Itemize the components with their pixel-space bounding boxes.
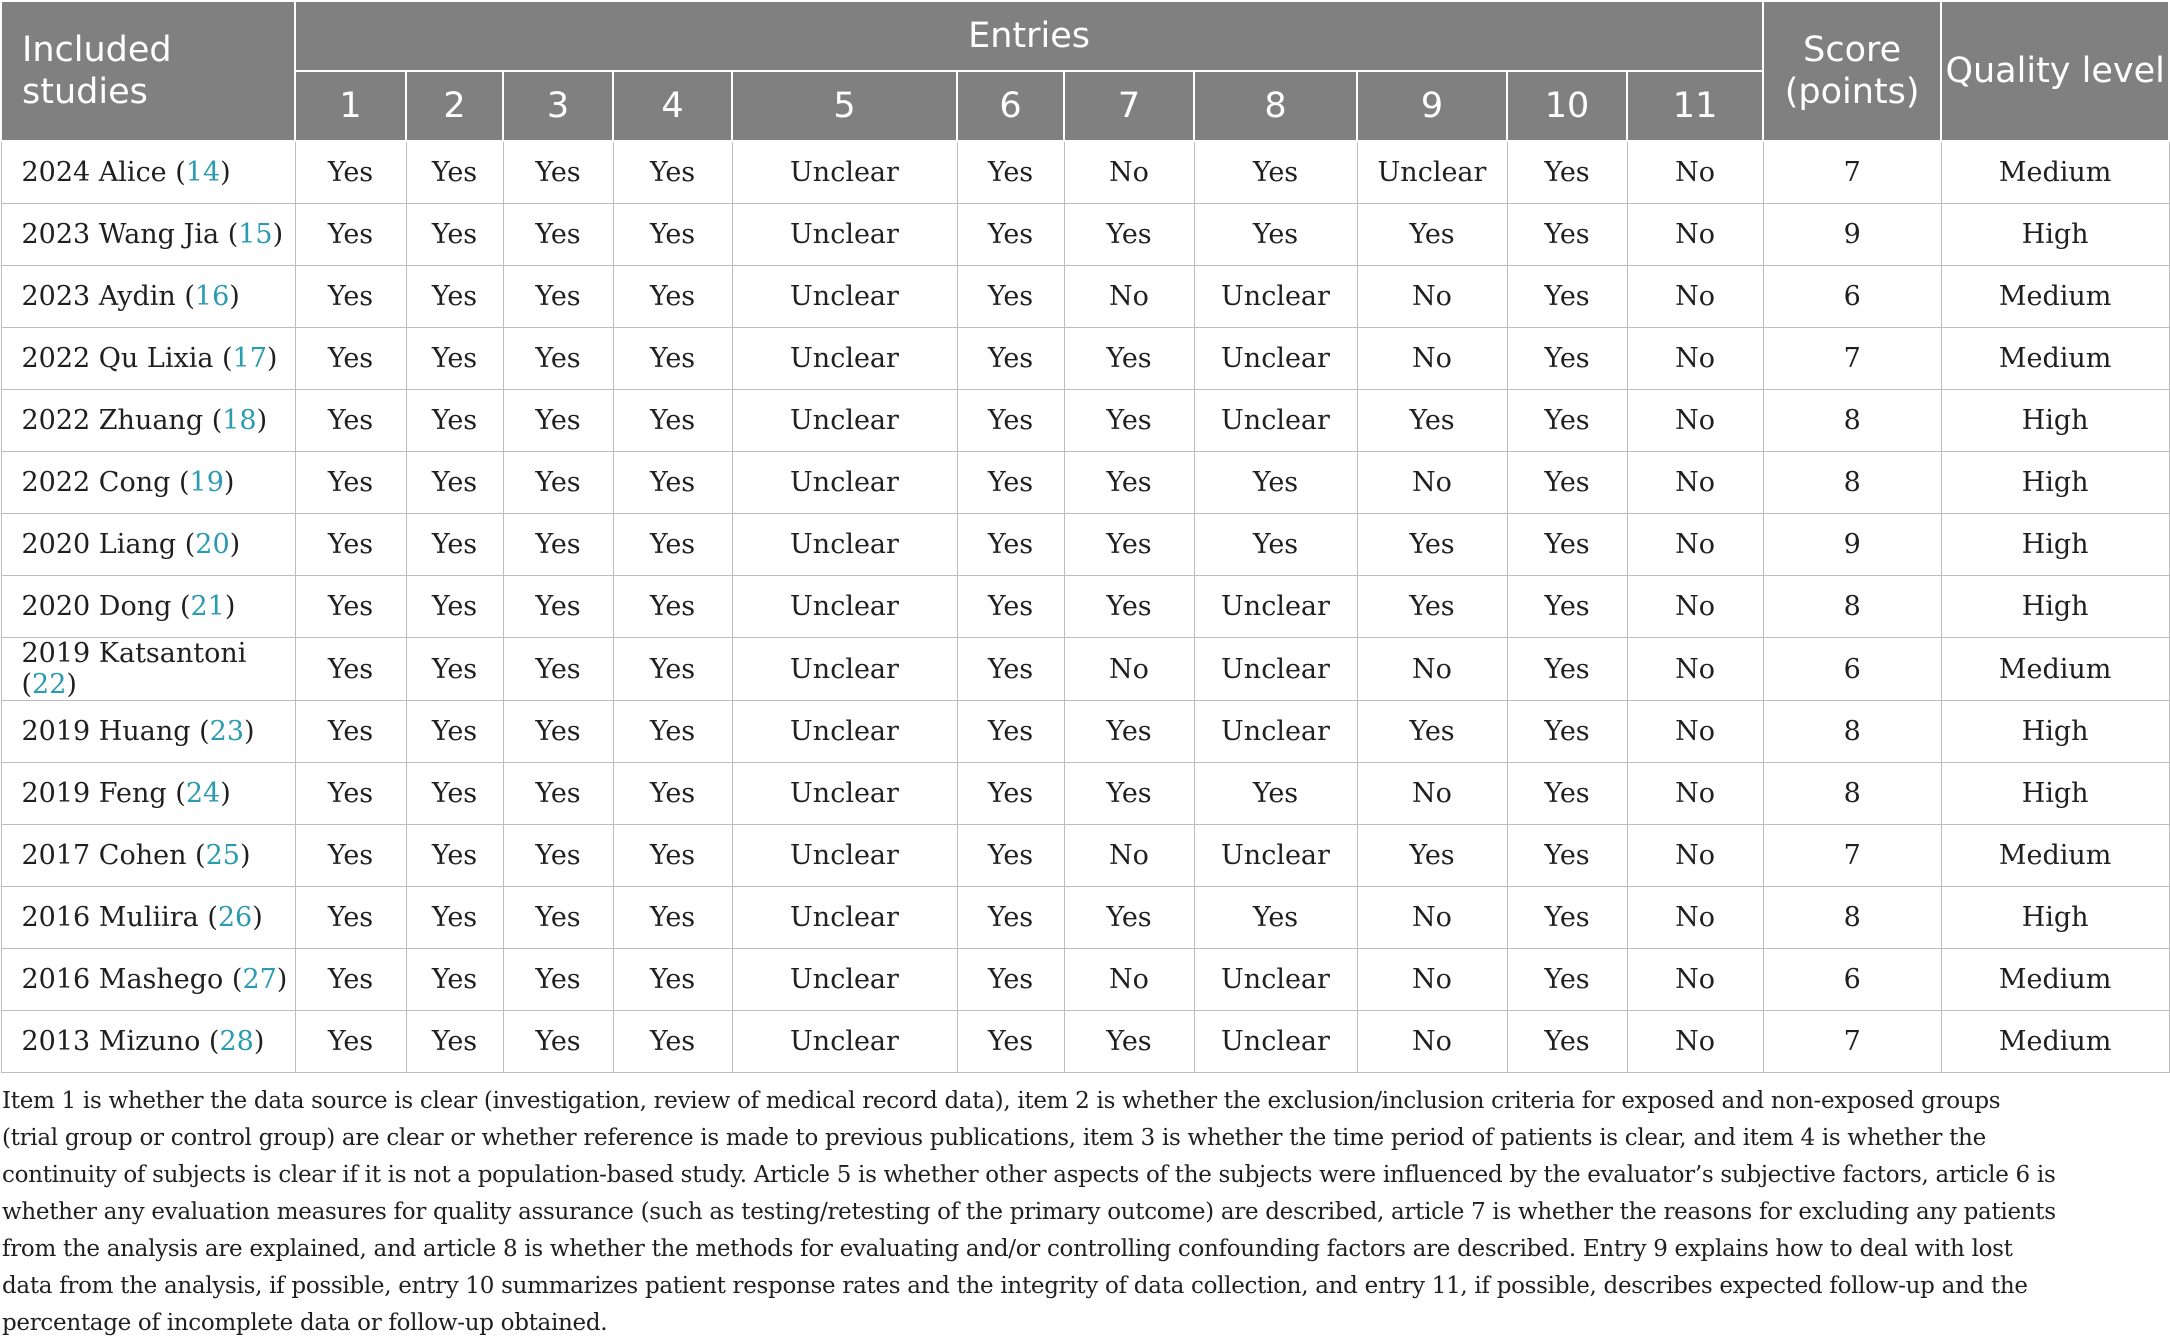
reference-link[interactable]: 14 (185, 157, 221, 188)
entry-3-cell: Yes (503, 887, 613, 949)
entry-11-cell: No (1627, 825, 1763, 887)
entry-4-cell: Yes (613, 390, 732, 452)
header-entry-5: 5 (732, 71, 957, 141)
entry-3-cell: Yes (503, 452, 613, 514)
entry-1-cell: Yes (295, 390, 406, 452)
entry-8-cell: Yes (1194, 141, 1357, 204)
entry-9-cell: Unclear (1357, 141, 1507, 204)
entry-7-cell: No (1064, 638, 1194, 701)
table-row (1, 576, 2169, 638)
table-row (1, 949, 2169, 1011)
entry-6-cell: Yes (957, 1011, 1064, 1073)
header-entry-3: 3 (503, 71, 613, 141)
entry-3-cell: Yes (503, 576, 613, 638)
study-cell: 2016 Muliira (26) (1, 887, 295, 949)
table-row (1, 638, 2169, 701)
entry-1-cell: Yes (295, 1011, 406, 1073)
header-entry-7: 7 (1064, 71, 1194, 141)
entry-7-cell: Yes (1064, 576, 1194, 638)
entry-4-cell: Yes (613, 638, 732, 701)
entry-10-cell: Yes (1507, 328, 1627, 390)
study-name: 2016 Muliira (21, 902, 199, 933)
entry-11-cell: No (1627, 266, 1763, 328)
entry-5-cell: Unclear (732, 949, 957, 1011)
study-cell: 2022 Cong (19) (1, 452, 295, 514)
entry-8-cell: Yes (1194, 514, 1357, 576)
quality-level-cell: Medium (1941, 638, 2169, 701)
study-name: 2019 Katsantoni (21, 638, 247, 669)
study-cell: 2020 Dong (21) (1, 576, 295, 638)
score-cell: 6 (1763, 266, 1941, 328)
entry-4-cell: Yes (613, 141, 732, 204)
entry-9-cell: No (1357, 328, 1507, 390)
entry-1-cell: Yes (295, 887, 406, 949)
table-row (1, 452, 2169, 514)
quality-level-cell: Medium (1941, 328, 2169, 390)
entry-3-cell: Yes (503, 825, 613, 887)
reference-link[interactable]: 28 (219, 1026, 254, 1057)
study-name: 2022 Qu Lixia (21, 343, 214, 374)
entry-1-cell: Yes (295, 204, 406, 266)
reference-link[interactable]: 18 (222, 405, 257, 436)
score-cell: 7 (1763, 1011, 1941, 1073)
entry-4-cell: Yes (613, 328, 732, 390)
entry-7-cell: Yes (1064, 887, 1194, 949)
header-entry-2: 2 (406, 71, 503, 141)
entry-2-cell: Yes (406, 638, 503, 701)
entry-3-cell: Yes (503, 763, 613, 825)
header-entry-8: 8 (1194, 71, 1357, 141)
entry-1-cell: Yes (295, 266, 406, 328)
entry-8-cell: Yes (1194, 763, 1357, 825)
entry-4-cell: Yes (613, 701, 732, 763)
score-cell: 8 (1763, 887, 1941, 949)
quality-level-cell: Medium (1941, 825, 2169, 887)
entry-7-cell: Yes (1064, 701, 1194, 763)
entry-2-cell: Yes (406, 949, 503, 1011)
study-cell: 2024 Alice (14) (1, 141, 295, 204)
entry-1-cell: Yes (295, 638, 406, 701)
table-row (1, 514, 2169, 576)
entry-3-cell: Yes (503, 266, 613, 328)
score-cell: 9 (1763, 204, 1941, 266)
entry-9-cell: No (1357, 452, 1507, 514)
study-cell: 2013 Mizuno (28) (1, 1011, 295, 1073)
entry-11-cell: No (1627, 638, 1763, 701)
entry-8-cell: Unclear (1194, 1011, 1357, 1073)
entry-5-cell: Unclear (732, 701, 957, 763)
quality-level-cell: High (1941, 390, 2169, 452)
entry-6-cell: Yes (957, 514, 1064, 576)
entry-7-cell: Yes (1064, 514, 1194, 576)
study-name: 2024 Alice (21, 157, 167, 188)
entry-10-cell: Yes (1507, 266, 1627, 328)
entry-2-cell: Yes (406, 514, 503, 576)
study-name: 2019 Feng (21, 778, 167, 809)
entry-5-cell: Unclear (732, 328, 957, 390)
entry-4-cell: Yes (613, 763, 732, 825)
entry-1-cell: Yes (295, 825, 406, 887)
table-footnote: Item 1 is whether the data source is clear (investigation, review of medical record data), item 2 is whether the exclusion/inclusion criteria for exposed and non-exposed groups (trial group or control group) are clear or whether reference is made to previous publications, item 3 is whether the time period of patients is clear, and item 4 is whether the continuity of subjects is clear if it is not a population-based study. Article 5 is whether other aspects of the subjects were influenced by the evaluator’s subjective factors, article 6 is whether any evaluation measures for quality assurance (such as testing/retesting of the primary outcome) are described, article 7 is whether the reasons for excluding any patients from the analysis are explained, and article 8 is whether the methods for evaluating and/or controlling confounding factors are described. Entry 9 explains how to deal with lost data from the analysis, if possible, entry 10 summarizes patient response rates and the integrity of data collection, and entry 11, if possible, describes expected follow-up and the percentage of incomplete data or follow-up obtained. (2, 1088, 2056, 1336)
entry-4-cell: Yes (613, 887, 732, 949)
entry-11-cell: No (1627, 390, 1763, 452)
study-cell: 2019 Feng (24) (1, 763, 295, 825)
entry-9-cell: No (1357, 887, 1507, 949)
score-cell: 8 (1763, 576, 1941, 638)
entry-6-cell: Yes (957, 763, 1064, 825)
entry-8-cell: Unclear (1194, 701, 1357, 763)
quality-level-cell: Medium (1941, 1011, 2169, 1073)
score-cell: 8 (1763, 390, 1941, 452)
entry-8-cell: Unclear (1194, 266, 1357, 328)
entry-4-cell: Yes (613, 514, 732, 576)
reference-link[interactable]: 25 (205, 840, 240, 871)
entry-1-cell: Yes (295, 514, 406, 576)
entry-10-cell: Yes (1507, 949, 1627, 1011)
table-body (1, 141, 2169, 1073)
study-cell: 2019 Katsantoni (22) (1, 638, 295, 701)
entry-6-cell: Yes (957, 638, 1064, 701)
quality-level-cell: High (1941, 204, 2169, 266)
entry-6-cell: Yes (957, 390, 1064, 452)
entry-7-cell: No (1064, 266, 1194, 328)
entry-8-cell: Yes (1194, 452, 1357, 514)
entry-11-cell: No (1627, 328, 1763, 390)
score-cell: 8 (1763, 452, 1941, 514)
entry-11-cell: No (1627, 514, 1763, 576)
entry-9-cell: No (1357, 266, 1507, 328)
entry-4-cell: Yes (613, 825, 732, 887)
score-cell: 7 (1763, 825, 1941, 887)
entry-2-cell: Yes (406, 1011, 503, 1073)
entry-7-cell: Yes (1064, 452, 1194, 514)
entry-7-cell: Yes (1064, 763, 1194, 825)
table-row (1, 328, 2169, 390)
header-entry-9: 9 (1357, 71, 1507, 141)
entry-1-cell: Yes (295, 452, 406, 514)
reference-link[interactable]: 15 (238, 219, 273, 250)
entry-7-cell: Yes (1064, 1011, 1194, 1073)
study-cell: 2016 Mashego (27) (1, 949, 295, 1011)
table-row (1, 141, 2169, 204)
entry-1-cell: Yes (295, 949, 406, 1011)
entry-2-cell: Yes (406, 763, 503, 825)
entry-10-cell: Yes (1507, 204, 1627, 266)
header-entries: Entries (295, 1, 1763, 71)
entry-4-cell: Yes (613, 266, 732, 328)
quality-level-cell: Medium (1941, 949, 2169, 1011)
entry-9-cell: Yes (1357, 514, 1507, 576)
study-name: 2019 Huang (21, 716, 191, 747)
study-name: 2020 Liang (21, 529, 177, 560)
entry-3-cell: Yes (503, 390, 613, 452)
quality-level-cell: High (1941, 887, 2169, 949)
entry-8-cell: Unclear (1194, 825, 1357, 887)
entry-11-cell: No (1627, 576, 1763, 638)
entry-6-cell: Yes (957, 204, 1064, 266)
entry-7-cell: No (1064, 141, 1194, 204)
entry-10-cell: Yes (1507, 576, 1627, 638)
entry-8-cell: Unclear (1194, 576, 1357, 638)
quality-level-cell: High (1941, 452, 2169, 514)
entry-2-cell: Yes (406, 452, 503, 514)
score-cell: 7 (1763, 141, 1941, 204)
entry-7-cell: Yes (1064, 390, 1194, 452)
entry-1-cell: Yes (295, 141, 406, 204)
entry-3-cell: Yes (503, 701, 613, 763)
entry-5-cell: Unclear (732, 887, 957, 949)
reference-link[interactable]: 20 (195, 529, 230, 560)
entry-11-cell: No (1627, 701, 1763, 763)
entry-11-cell: No (1627, 887, 1763, 949)
entry-11-cell: No (1627, 949, 1763, 1011)
entry-4-cell: Yes (613, 452, 732, 514)
entry-6-cell: Yes (957, 576, 1064, 638)
study-name: 2022 Zhuang (21, 405, 204, 436)
entry-1-cell: Yes (295, 576, 406, 638)
score-cell: 6 (1763, 638, 1941, 701)
entry-3-cell: Yes (503, 328, 613, 390)
entry-5-cell: Unclear (732, 141, 957, 204)
quality-level-cell: Medium (1941, 266, 2169, 328)
study-cell: 2022 Zhuang (18) (1, 390, 295, 452)
header-quality-level: Quality level (1941, 1, 2169, 141)
table-row (1, 266, 2169, 328)
entry-5-cell: Unclear (732, 763, 957, 825)
entry-5-cell: Unclear (732, 266, 957, 328)
entry-9-cell: Yes (1357, 390, 1507, 452)
study-cell: 2022 Qu Lixia (17) (1, 328, 295, 390)
entry-8-cell: Unclear (1194, 638, 1357, 701)
entry-4-cell: Yes (613, 204, 732, 266)
study-name: 2017 Cohen (21, 840, 187, 871)
entry-4-cell: Yes (613, 576, 732, 638)
entry-10-cell: Yes (1507, 514, 1627, 576)
quality-level-cell: High (1941, 514, 2169, 576)
entry-5-cell: Unclear (732, 1011, 957, 1073)
reference-link[interactable]: 24 (185, 778, 221, 809)
entry-2-cell: Yes (406, 141, 503, 204)
entry-1-cell: Yes (295, 701, 406, 763)
quality-level-cell: High (1941, 576, 2169, 638)
quality-level-cell: High (1941, 763, 2169, 825)
quality-level-cell: Medium (1941, 141, 2169, 204)
table-row (1, 763, 2169, 825)
entry-6-cell: Yes (957, 266, 1064, 328)
entry-7-cell: No (1064, 949, 1194, 1011)
table-row (1, 204, 2169, 266)
entry-8-cell: Yes (1194, 887, 1357, 949)
entry-8-cell: Yes (1194, 204, 1357, 266)
study-cell: 2020 Liang (20) (1, 514, 295, 576)
entry-3-cell: Yes (503, 141, 613, 204)
entry-9-cell: No (1357, 763, 1507, 825)
entry-7-cell: Yes (1064, 328, 1194, 390)
study-name: 2023 Aydin (21, 281, 176, 312)
entry-6-cell: Yes (957, 701, 1064, 763)
score-cell: 8 (1763, 763, 1941, 825)
reference-link[interactable]: 26 (217, 902, 253, 933)
entry-3-cell: Yes (503, 204, 613, 266)
entry-2-cell: Yes (406, 576, 503, 638)
table-row (1, 887, 2169, 949)
entry-10-cell: Yes (1507, 825, 1627, 887)
entry-2-cell: Yes (406, 701, 503, 763)
entry-9-cell: Yes (1357, 204, 1507, 266)
entry-2-cell: Yes (406, 825, 503, 887)
table-row (1, 390, 2169, 452)
entry-9-cell: No (1357, 949, 1507, 1011)
entry-2-cell: Yes (406, 887, 503, 949)
entry-11-cell: No (1627, 1011, 1763, 1073)
entry-6-cell: Yes (957, 949, 1064, 1011)
study-name: 2023 Wang Jia (21, 219, 220, 250)
study-name: 2016 Mashego (21, 964, 224, 995)
study-name: 2022 Cong (21, 467, 171, 498)
score-cell: 9 (1763, 514, 1941, 576)
entry-8-cell: Unclear (1194, 328, 1357, 390)
entry-3-cell: Yes (503, 514, 613, 576)
table-row (1, 825, 2169, 887)
table-row (1, 701, 2169, 763)
entry-5-cell: Unclear (732, 638, 957, 701)
table-header (1, 1, 2169, 141)
entry-5-cell: Unclear (732, 825, 957, 887)
entry-4-cell: Yes (613, 1011, 732, 1073)
entry-9-cell: No (1357, 1011, 1507, 1073)
entry-11-cell: No (1627, 452, 1763, 514)
study-name: 2020 Dong (21, 591, 172, 622)
entry-9-cell: Yes (1357, 701, 1507, 763)
study-cell: 2023 Aydin (16) (1, 266, 295, 328)
header-entry-11: 11 (1627, 71, 1763, 141)
entry-11-cell: No (1627, 141, 1763, 204)
entry-10-cell: Yes (1507, 887, 1627, 949)
entry-3-cell: Yes (503, 1011, 613, 1073)
entry-1-cell: Yes (295, 328, 406, 390)
entry-2-cell: Yes (406, 204, 503, 266)
table-row (1, 1011, 2169, 1073)
entry-8-cell: Unclear (1194, 949, 1357, 1011)
entry-9-cell: Yes (1357, 576, 1507, 638)
entry-9-cell: Yes (1357, 825, 1507, 887)
study-cell: 2017 Cohen (25) (1, 825, 295, 887)
entry-4-cell: Yes (613, 949, 732, 1011)
reference-link[interactable]: 23 (209, 716, 244, 747)
entry-5-cell: Unclear (732, 452, 957, 514)
study-name: 2013 Mizuno (21, 1026, 201, 1057)
entry-11-cell: No (1627, 204, 1763, 266)
reference-link[interactable]: 21 (190, 591, 225, 622)
header-score: Score (points) (1763, 1, 1941, 141)
header-included-studies: Included studies (1, 1, 295, 141)
entry-2-cell: Yes (406, 266, 503, 328)
entry-5-cell: Unclear (732, 390, 957, 452)
entry-6-cell: Yes (957, 141, 1064, 204)
entry-6-cell: Yes (957, 825, 1064, 887)
entry-10-cell: Yes (1507, 701, 1627, 763)
entry-3-cell: Yes (503, 638, 613, 701)
reference-link[interactable]: 19 (189, 467, 224, 498)
entry-10-cell: Yes (1507, 1011, 1627, 1073)
score-cell: 6 (1763, 949, 1941, 1011)
score-cell: 8 (1763, 701, 1941, 763)
study-cell: 2019 Huang (23) (1, 701, 295, 763)
entry-2-cell: Yes (406, 328, 503, 390)
entry-8-cell: Unclear (1194, 390, 1357, 452)
score-cell: 7 (1763, 328, 1941, 390)
reference-link[interactable]: 16 (194, 281, 230, 312)
header-entry-10: 10 (1507, 71, 1627, 141)
quality-level-cell: High (1941, 701, 2169, 763)
reference-link[interactable]: 27 (242, 964, 277, 995)
header-entry-4: 4 (613, 71, 732, 141)
entry-1-cell: Yes (295, 763, 406, 825)
header-entry-6: 6 (957, 71, 1064, 141)
entry-5-cell: Unclear (732, 514, 957, 576)
reference-link[interactable]: 22 (32, 669, 67, 700)
entry-10-cell: Yes (1507, 141, 1627, 204)
entry-10-cell: Yes (1507, 452, 1627, 514)
reference-link[interactable]: 17 (232, 343, 267, 374)
entry-2-cell: Yes (406, 390, 503, 452)
entry-7-cell: Yes (1064, 204, 1194, 266)
entry-5-cell: Unclear (732, 204, 957, 266)
entry-5-cell: Unclear (732, 576, 957, 638)
study-cell: 2023 Wang Jia (15) (1, 204, 295, 266)
header-entry-1: 1 (295, 71, 406, 141)
entry-10-cell: Yes (1507, 390, 1627, 452)
entry-3-cell: Yes (503, 949, 613, 1011)
entry-7-cell: No (1064, 825, 1194, 887)
entry-9-cell: No (1357, 638, 1507, 701)
entry-11-cell: No (1627, 763, 1763, 825)
entry-10-cell: Yes (1507, 763, 1627, 825)
entry-10-cell: Yes (1507, 638, 1627, 701)
entry-6-cell: Yes (957, 887, 1064, 949)
entry-6-cell: Yes (957, 328, 1064, 390)
entry-6-cell: Yes (957, 452, 1064, 514)
